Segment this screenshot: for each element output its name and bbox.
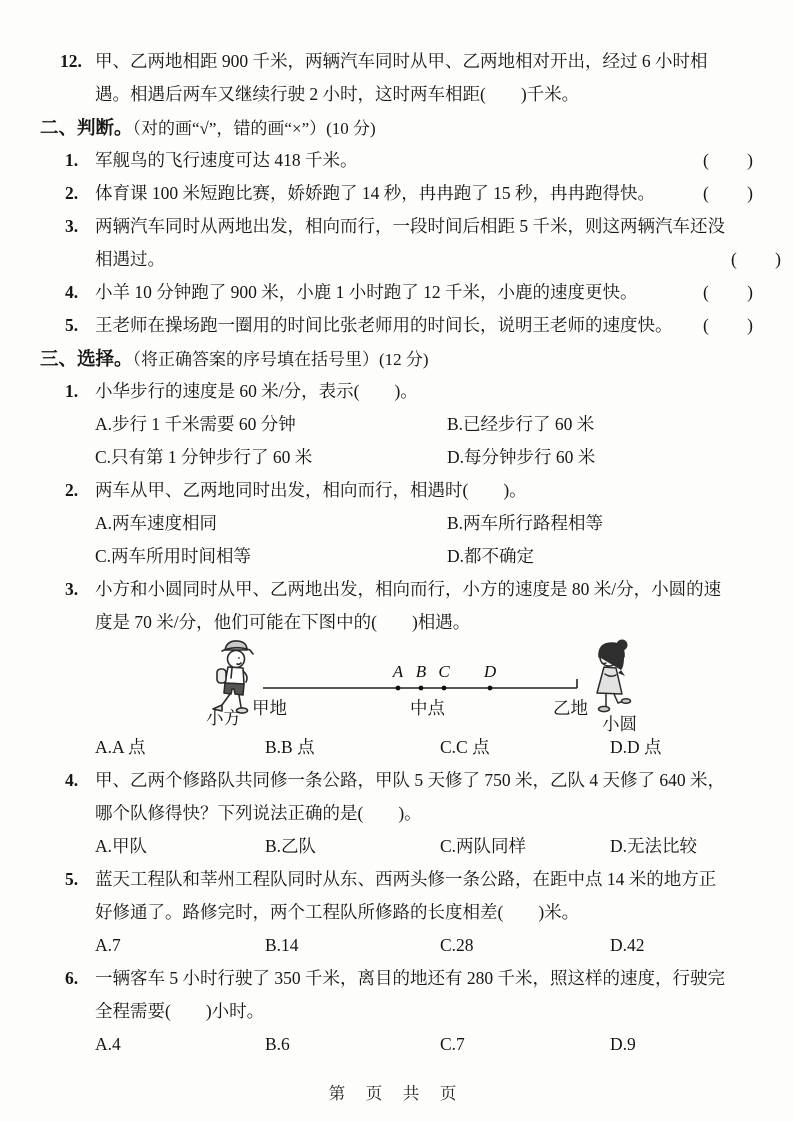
section-instructions: （将正确答案的序号填在括号里） <box>132 350 380 369</box>
option-cell: D.9 <box>610 1034 636 1054</box>
option-cell: B.两车所行路程相等 <box>447 513 604 533</box>
question-number: 2. <box>65 480 79 500</box>
question-text-line: 哪个队修得快？下列说法正确的是( )。 <box>95 803 422 823</box>
option-row <box>95 731 753 764</box>
option-row <box>95 507 753 540</box>
bracket-close: ) <box>747 150 753 170</box>
bracket-close: ) <box>747 183 753 203</box>
girl-figure-icon <box>585 637 643 725</box>
option-cell: D.D 点 <box>610 737 662 757</box>
option-cell: A.7 <box>95 935 121 955</box>
question-text-line: 甲、乙两地相距 900 千米，两辆汽车同时从甲、乙两地相对开出，经过 6 小时相 <box>95 51 708 71</box>
option-cell: B.14 <box>265 935 299 955</box>
question-text-line: 遇。相遇后两车又继续行驶 2 小时，这时两车相距( )千米。 <box>95 84 580 104</box>
bracket-close: ) <box>747 315 753 335</box>
option-cell: C.只有第 1 分钟步行了 60 米 <box>95 447 313 467</box>
option-row <box>95 441 753 474</box>
question-number: 5. <box>65 869 79 889</box>
option-row <box>95 1028 753 1061</box>
question-text-line: 体育课 100 米短跑比赛，娇娇跑了 14 秒，冉冉跑了 15 秒，冉冉跑得快。 <box>95 183 655 203</box>
question-number: 6. <box>65 968 79 988</box>
option-cell: A.两车速度相同 <box>95 513 218 533</box>
midpoint-label: 中点 <box>410 698 445 718</box>
judge-question-2 <box>40 177 753 210</box>
point-dot-b <box>419 686 424 691</box>
option-cell: B.6 <box>265 1034 290 1054</box>
option-cell: D.无法比较 <box>610 836 698 856</box>
point-dot-c <box>442 686 447 691</box>
option-cell: A.甲队 <box>95 836 148 856</box>
question-text-line: 军舰鸟的飞行速度可达 418 千米。 <box>95 150 358 170</box>
question-number: 4. <box>65 770 79 790</box>
section-score: (12 分) <box>379 350 429 369</box>
page-footer: 第 页 共 页 <box>328 1085 465 1103</box>
option-cell: C.7 <box>440 1034 465 1054</box>
section-instructions: （对的画“√”，错的画“×”） <box>132 119 327 138</box>
option-row <box>95 408 753 441</box>
question-number: 2. <box>65 183 79 203</box>
question-text-line: 好修通了。路修完时，两个工程队所修路的长度相差( )米。 <box>95 902 580 922</box>
question-text-line: 相遇过。 <box>95 249 165 269</box>
question-number: 12. <box>60 51 82 71</box>
option-cell: C.两队同样 <box>440 836 527 856</box>
option-cell: D.每分钟步行 60 米 <box>447 447 596 467</box>
question-text-line: 小方和小圆同时从甲、乙两地出发，相向而行，小方的速度是 80 米/分，小圆的速 <box>95 579 722 599</box>
question-number: 3. <box>65 216 79 236</box>
answer-bracket <box>703 309 753 342</box>
answer-bracket <box>731 243 781 276</box>
bracket-open: ( <box>703 183 709 203</box>
question-number: 5. <box>65 315 79 335</box>
option-cell: C.28 <box>440 935 474 955</box>
point-label-a: A <box>392 662 404 681</box>
question-12 <box>40 45 753 111</box>
question-number: 1. <box>65 381 79 401</box>
question-number: 3. <box>65 579 79 599</box>
point-label-c: C <box>438 662 450 681</box>
choice-question-5 <box>40 863 753 962</box>
option-cell: C.两车所用时间相等 <box>95 546 252 566</box>
person-label-xiaofang: 小方 <box>206 708 241 728</box>
place-label-yi: 乙地 <box>553 698 588 718</box>
judge-question-3 <box>40 210 781 276</box>
point-dot-a <box>396 686 401 691</box>
option-cell: C.C 点 <box>440 737 490 757</box>
answer-bracket <box>703 177 753 210</box>
question-text-line: 蓝天工程队和莘州工程队同时从东、西两头修一条公路，在距中点 14 米的地方正 <box>95 869 717 889</box>
question-text-line: 两车从甲、乙两地同时出发，相向而行，相遇时( )。 <box>95 480 527 500</box>
question-text-line: 两辆汽车同时从两地出发，相向而行，一段时间后相距 5 千米，则这两辆汽车还没 <box>95 216 725 236</box>
judge-section-header <box>40 111 753 144</box>
judge-question-1 <box>40 144 753 177</box>
section-title: 二、判断。 <box>40 117 133 138</box>
person-label-xiaoyuan: 小圆 <box>602 714 637 734</box>
bracket-open: ( <box>703 315 709 335</box>
bracket-open: ( <box>731 249 737 269</box>
choice-question-2 <box>40 474 753 573</box>
question-text-line: 度是 70 米/分，他们可能在下图中的( )相遇。 <box>95 612 471 632</box>
option-cell: B.B 点 <box>265 737 315 757</box>
option-row <box>95 540 753 573</box>
point-label-b: B <box>415 662 427 681</box>
choice-question-6 <box>40 962 753 1061</box>
judge-question-4 <box>40 276 753 309</box>
answer-bracket <box>703 144 753 177</box>
point-label-d: D <box>483 662 497 681</box>
place-label-jia: 甲地 <box>252 698 287 718</box>
choice-section-header <box>40 342 753 375</box>
point-dot-d <box>488 686 493 691</box>
bracket-close: ) <box>775 249 781 269</box>
choice-question-3 <box>40 573 753 639</box>
choice-question-4 <box>40 764 753 863</box>
section-score: (10 分) <box>326 119 376 138</box>
option-row <box>95 830 753 863</box>
option-cell: A.4 <box>95 1034 121 1054</box>
option-cell: D.42 <box>610 935 645 955</box>
option-cell: B.已经步行了 60 米 <box>447 414 595 434</box>
meeting-point-diagram <box>40 639 753 734</box>
question-number: 1. <box>65 150 79 170</box>
question-text-line: 一辆客车 5 小时行驶了 350 千米，离目的地还有 280 千米，照这样的速度，行驶完 <box>95 968 725 988</box>
bracket-open: ( <box>703 282 709 302</box>
answer-bracket <box>703 276 753 309</box>
question-text-line: 王老师在操场跑一圈用的时间比张老师用的时间长，说明王老师的速度快。 <box>95 315 673 335</box>
choice-question-1 <box>40 375 753 474</box>
question-text-line: 全程需要( )小时。 <box>95 1001 265 1021</box>
bracket-close: ) <box>747 282 753 302</box>
choice-question-3-options <box>40 731 753 764</box>
option-cell: A.步行 1 千米需要 60 分钟 <box>95 414 296 434</box>
bracket-open: ( <box>703 150 709 170</box>
option-cell: D.都不确定 <box>447 546 535 566</box>
option-row <box>95 929 753 962</box>
section-title: 三、选择。 <box>40 348 133 369</box>
question-text-line: 小华步行的速度是 60 米/分，表示( )。 <box>95 381 418 401</box>
question-number: 4. <box>65 282 79 302</box>
question-text-line: 小羊 10 分钟跑了 900 米，小鹿 1 小时跑了 12 千米，小鹿的速度更快。 <box>95 282 638 302</box>
judge-question-5 <box>40 309 753 342</box>
option-cell: A.A 点 <box>95 737 146 757</box>
option-cell: B.乙队 <box>265 836 317 856</box>
question-text-line: 甲、乙两个修路队共同修一条公路，甲队 5 天修了 750 米，乙队 4 天修了 640 米， <box>95 770 725 790</box>
